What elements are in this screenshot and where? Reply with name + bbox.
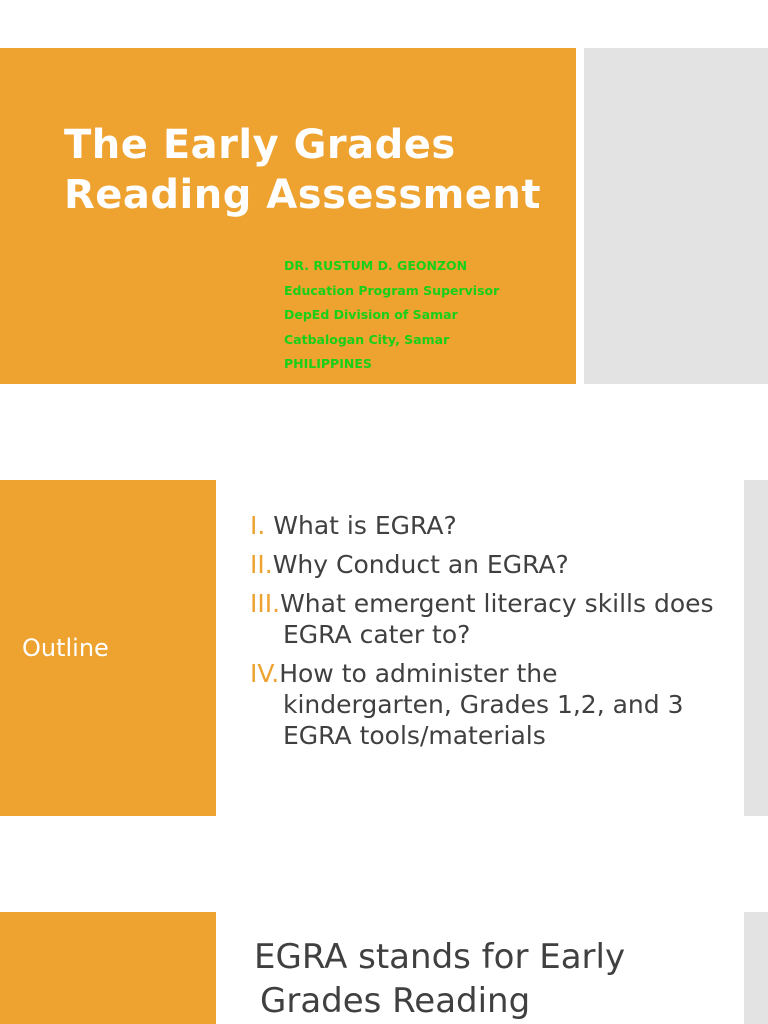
outline-item-text: What emergent literacy skills does EGRA cater to? — [280, 589, 714, 649]
outline-item-number: II. — [250, 550, 273, 579]
title-slide-side-panel — [584, 48, 768, 384]
author-city: Catbalogan City, Samar — [284, 331, 450, 347]
outline-item-text: Why Conduct an EGRA? — [272, 550, 569, 579]
author-division: DepEd Division of Samar — [284, 307, 458, 322]
outline-label: Outline — [22, 634, 109, 662]
outline-list — [250, 510, 730, 759]
outline-item-1 — [250, 510, 730, 541]
definition-slide-panel — [0, 912, 216, 1024]
outline-item-2 — [250, 549, 730, 580]
egra-definition-line-1: EGRA stands for Early — [254, 937, 626, 977]
slide-title — [64, 120, 564, 220]
outline-item-4 — [250, 658, 730, 751]
author-name: DR. RUSTUM D. GEONZON — [284, 258, 468, 273]
author-position: Education Program Supervisor — [284, 282, 500, 298]
outline-item-text: What is EGRA? — [265, 511, 457, 540]
egra-definition — [252, 934, 732, 1023]
outline-item-3 — [250, 588, 730, 650]
slide-title-line-1: The Early Grades — [64, 122, 456, 168]
outline-item-number: I. — [250, 511, 266, 540]
slide-title-line-2: Reading Assessment — [64, 172, 542, 218]
egra-definition-line-2: Grades Reading — [260, 981, 531, 1021]
outline-slide-side-panel — [744, 480, 768, 816]
author-country: PHILIPPINES — [284, 356, 372, 371]
outline-item-text: How to administer the kindergarten, Grades 1,2, and 3 EGRA tools/materials — [279, 659, 684, 750]
definition-slide-side-panel — [744, 912, 768, 1024]
outline-item-number: III. — [250, 589, 281, 618]
outline-item-number: IV. — [250, 659, 280, 688]
author-block — [284, 254, 499, 377]
